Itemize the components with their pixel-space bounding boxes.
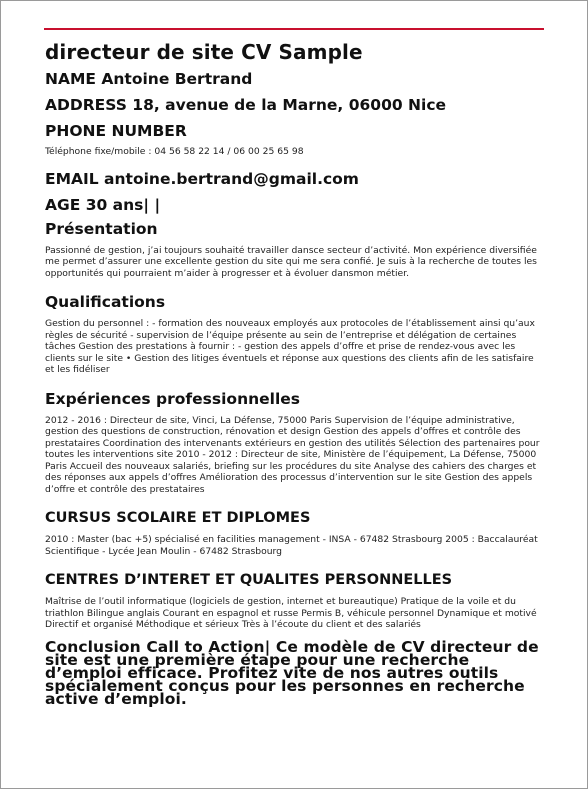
address-line: ADDRESS 18, avenue de la Marne, 06000 Nice [45,96,447,114]
section-heading: Qualifications [45,293,166,311]
section-education [45,507,545,557]
name-line: NAME Antoine Bertrand [45,70,253,88]
phone-heading: PHONE NUMBER [45,122,187,140]
section-text: 2010 : Master (bac +5) spécialisé en facilities management - INSA - 67482 Strasbourg 2005 : Baccalauréat Scientifique - Lycée Jean Moulin - 67482 Strasbourg [45,534,538,557]
section-experiences [45,388,545,496]
section-heading: CENTRES D’INTERET ET QUALITES PERSONNELLES [45,572,453,588]
phone-text: Téléphone fixe/mobile : 04 56 58 22 14 / 06 00 25 65 98 [45,146,304,157]
section-heading: Expériences professionnelles [45,389,301,408]
cv-document [45,38,545,706]
age-line: AGE 30 ans| | [45,195,161,214]
section-presentation [45,218,545,280]
section-qualifications [45,291,545,376]
section-text: 2012 - 2016 : Directeur de site, Vinci, La Défense, 75000 Paris Supervision de l’équipe administrative, gestion des questions de construction, rénovation et design Gestion des appels d’offres et contrôle des prestataires Coordination des intervenants extérieurs en gestion des utilités Sélection des partenaires pour toutes les interventions site 2010 - 2012 : Directeur de site, Ministère de l’équipement, La Défense, 75000 Paris Accueil des nouveaux salariés, briefing sur les procédures du site Analyse des cahiers des charges et des réponses aux appels d’offres Amélioration des processus d’intervention sur le site Gestion des appels d’offre et contrôle des prestataires [45,414,540,495]
email-line: EMAIL antoine.bertrand@gmail.com [45,169,359,188]
header-rule [44,28,544,30]
conclusion-call-to-action: Conclusion Call to Action| Ce modèle de CV directeur de site est une première étape pour une recherche d’emploi efficace. Profitez vite de nos autres outils spécialement conçus pour les personnes en recherche active d’emploi. [45,637,539,708]
section-text: Passionné de gestion, j’ai toujours souhaité travailler dansce secteur d’activité. Mon expérience diversifiée me permet d’assurer une excellente gestion du site qui me sera confié. Je suis à la recherche de toutes les opportunités qui pourraient m’aider à progresser et à évoluer dansmon métier. [45,244,537,279]
section-interests [45,569,545,631]
section-text: Gestion du personnel : - formation des nouveaux employés aux protocoles de l’établissement ainsi qu’aux règles de sécurité - supervision de l’équipe présente au sein de l’entreprise et délégation de certaines tâches Gestion des prestations à fournir : - gestion des appels d’offre et prise de rendez-vous avec les clients sur le site • Gestion des litiges éventuels et réponse aux questions des clients afin de les satisfaire et les fidéliser [45,318,535,375]
section-heading: Présentation [45,219,158,238]
section-text: Maîtrise de l’outil informatique (logiciels de gestion, internet et bureautique) Pratique de la voile et du triathlon Bilingue anglais Courant en espagnol et russe Permis B, véhicule personnel Dynamique et motivé Directif et organisé Méthodique et sérieux Très à l’écoute du client et des salariés [45,596,537,630]
section-heading: CURSUS SCOLAIRE ET DIPLOMES [45,510,311,526]
page-title: directeur de site CV Sample [45,40,363,64]
